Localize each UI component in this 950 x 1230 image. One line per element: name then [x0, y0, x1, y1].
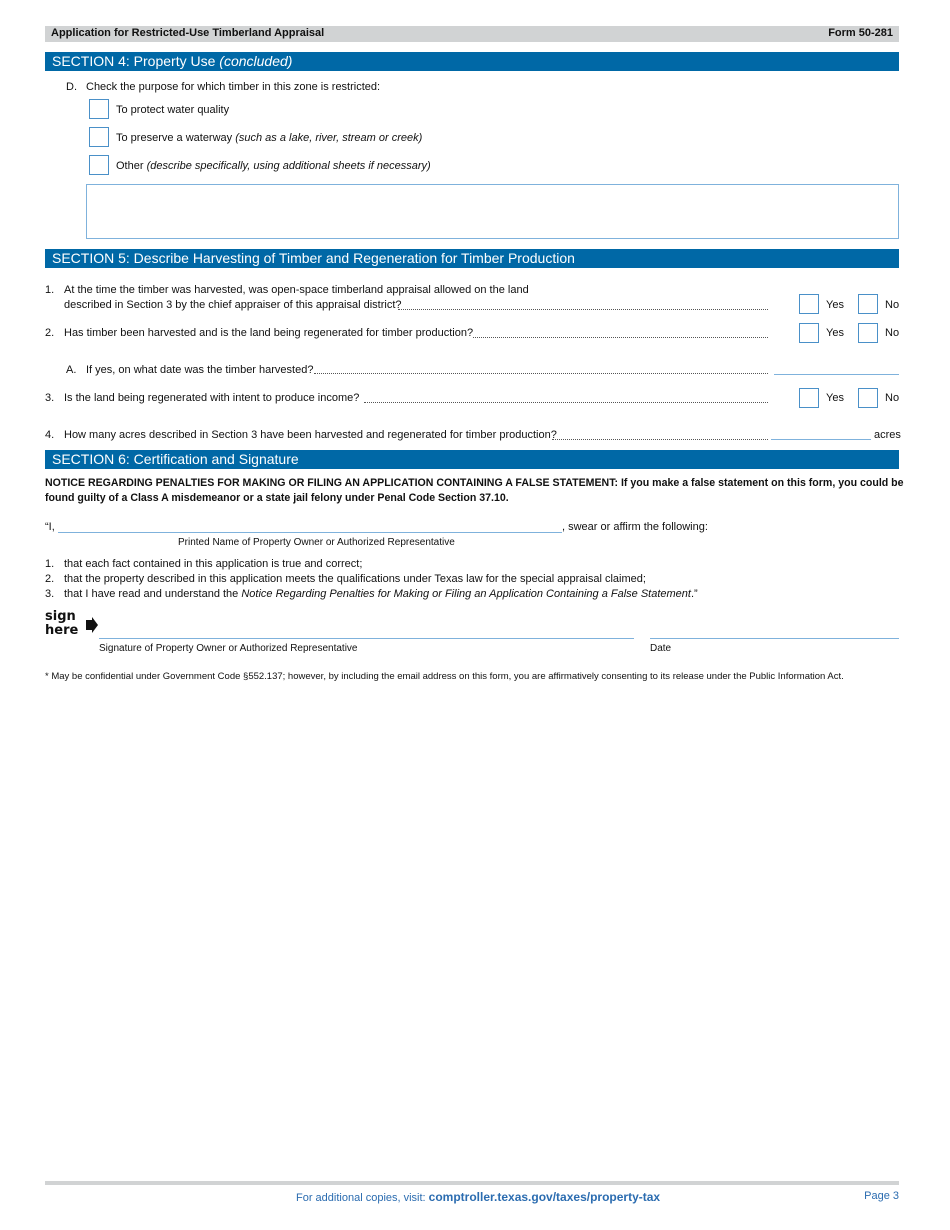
q3-leader-dots	[364, 402, 768, 403]
q2-yes-checkbox[interactable]	[799, 323, 819, 343]
arrow-right-icon	[85, 617, 99, 633]
cert-item-3-text: that I have read and understand the Notice Regarding Penalties for Making or Filing an Application Containing a False Statement.”	[64, 588, 698, 600]
q1-leader-dots	[398, 309, 768, 310]
q2a-text: If yes, on what date was the timber harvested?	[86, 364, 314, 376]
form-number: Form 50-281	[828, 27, 893, 39]
water-quality-checkbox[interactable]	[89, 99, 109, 119]
footer-bar	[45, 1181, 899, 1185]
q2-leader-dots	[473, 337, 768, 338]
affirm-prefix: “I,	[45, 521, 55, 533]
affirm-suffix: , swear or affirm the following:	[562, 521, 708, 533]
q1-text-line1: At the time the timber was harvested, was open-space timberland appraisal allowed on the land	[64, 284, 529, 296]
q2-yes-label: Yes	[826, 327, 844, 339]
q3-number: 3.	[45, 392, 55, 404]
other-purpose-label: Other (describe specifically, using additional sheets if necessary)	[116, 160, 431, 172]
item-d-letter: D.	[66, 81, 77, 93]
q3-yes-label: Yes	[826, 392, 844, 404]
q4-text: How many acres described in Section 3 have been harvested and regenerated for timber production?	[64, 429, 557, 441]
section-6-title: SECTION 6: Certification and Signature	[52, 451, 299, 467]
water-quality-label: To protect water quality	[116, 104, 230, 116]
section-5-title: SECTION 5: Describe Harvesting of Timber and Regeneration for Timber Production	[52, 250, 575, 266]
acres-unit: acres	[874, 429, 901, 441]
section-4-title-italic: (concluded)	[219, 53, 293, 69]
date-field[interactable]	[650, 638, 899, 639]
q2-no-checkbox[interactable]	[858, 323, 878, 343]
cert-item-1-text: that each fact contained in this application is true and correct;	[64, 558, 363, 570]
sign-here-label: sign here	[45, 609, 79, 638]
section-6-header	[45, 450, 899, 469]
printed-name-caption: Printed Name of Property Owner or Authorized Representative	[178, 537, 455, 548]
q3-text: Is the land being regenerated with intent to produce income?	[64, 392, 360, 404]
q1-no-label: No	[885, 299, 900, 311]
q3-no-checkbox[interactable]	[858, 388, 878, 408]
q2a-letter: A.	[66, 364, 77, 376]
q1-yes-checkbox[interactable]	[799, 294, 819, 314]
signature-field[interactable]	[99, 638, 634, 639]
cert-item-3-number: 3.	[45, 588, 55, 600]
section-4-title: SECTION 4: Property Use	[52, 53, 220, 69]
footer-copies-text: For additional copies, visit: comptroller.texas.gov/taxes/property-tax	[296, 1190, 661, 1204]
q4-number: 4.	[45, 429, 55, 441]
cert-item-2-number: 2.	[45, 573, 55, 585]
page-number: Page 3	[864, 1190, 899, 1202]
q1-number: 1.	[45, 284, 55, 296]
confidentiality-footnote: * May be confidential under Government Code §552.137; however, by including the email address on this form, you are affirmatively consenting to its release under the Public Information Act.	[45, 671, 844, 682]
waterway-label: To preserve a waterway (such as a lake, river, stream or creek)	[116, 132, 423, 144]
penalty-notice-line1: NOTICE REGARDING PENALTIES FOR MAKING OR FILING AN APPLICATION CONTAINING A FALSE STATEMENT: If you make a false statement on this form, you could be	[45, 477, 904, 489]
section-5-header	[45, 249, 899, 268]
q2-text: Has timber been harvested and is the land being regenerated for timber production?	[64, 327, 474, 339]
q4-leader-dots	[552, 439, 768, 440]
q1-text-line2: described in Section 3 by the chief appraiser of this appraisal district?	[64, 299, 402, 311]
q1-no-checkbox[interactable]	[858, 294, 878, 314]
q2-number: 2.	[45, 327, 55, 339]
section-4-header	[45, 52, 899, 71]
q3-yes-checkbox[interactable]	[799, 388, 819, 408]
cert-item-2-text: that the property described in this application meets the qualifications under Texas law for the special appraisal claimed;	[64, 573, 646, 585]
signature-caption: Signature of Property Owner or Authorized Representative	[99, 643, 358, 654]
penalty-notice-line2: found guilty of a Class A misdemeanor or a state jail felony under Penal Code Section 37.10.	[45, 492, 509, 504]
q2a-leader-dots	[314, 373, 768, 374]
acres-field[interactable]	[771, 439, 871, 440]
q1-yes-label: Yes	[826, 299, 844, 311]
other-purpose-checkbox[interactable]	[89, 155, 109, 175]
other-purpose-description-box[interactable]	[86, 184, 899, 239]
harvest-date-field[interactable]	[774, 374, 899, 375]
cert-item-1-number: 1.	[45, 558, 55, 570]
waterway-checkbox[interactable]	[89, 127, 109, 147]
printed-name-field[interactable]	[58, 532, 562, 533]
footer-url-link[interactable]: comptroller.texas.gov/taxes/property-tax	[428, 1190, 661, 1204]
q3-no-label: No	[885, 392, 900, 404]
item-d-text: Check the purpose for which timber in this zone is restricted:	[86, 81, 381, 93]
date-caption: Date	[650, 643, 672, 654]
q2-no-label: No	[885, 327, 900, 339]
form-title: Application for Restricted-Use Timberland Appraisal	[51, 27, 325, 39]
form-header-bar	[45, 26, 899, 42]
